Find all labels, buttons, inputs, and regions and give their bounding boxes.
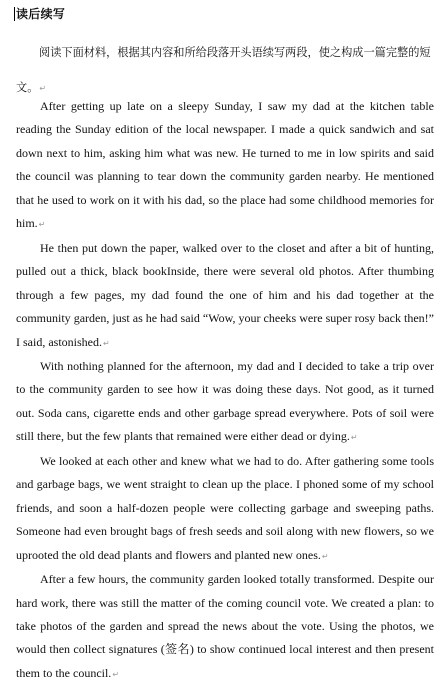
paragraph-mark-icon: ↵: [103, 338, 110, 348]
paragraph-text: With nothing planned for the afternoon, my dad and I decided to take a trip over to the community garden to see how it was doing these days. Not good, as it turned out. Soda cans, cigarette ends and other garbage spread everywhere. Pots of soil were still there, but the few plants that remained were either dead or dying.: [16, 358, 434, 444]
story-paragraph-1: [16, 95, 434, 237]
section-heading-text: 读后续写: [16, 7, 66, 21]
story-paragraph-5: [16, 568, 434, 686]
paragraph-mark-icon: ↵: [112, 669, 120, 679]
paragraph-text: He then put down the paper, walked over to the closet and after a bit of hunting, pulled out a thick, black bookInside, there were several old photos. After thumbing through a few pages, my dad found the one of him and his dad together at the community garden, just as he had said “Wow, your cheeks were super rosy back then!” I said, astonished.: [16, 240, 434, 349]
paragraph-mark-icon: ↵: [321, 551, 329, 561]
paragraph-mark-icon: ↵: [39, 84, 47, 93]
paragraph-mark-icon: ↵: [350, 433, 358, 443]
task-instruction-text: 阅读下面材料，根据其内容和所给段落开头语续写两段，使之构成一篇完整的短文。: [16, 46, 431, 94]
story-paragraph-2: [16, 237, 434, 355]
story-paragraph-3: [16, 355, 434, 450]
story-paragraph-4: [16, 450, 434, 568]
paragraph-mark-icon: ↵: [38, 220, 46, 230]
text-cursor: [14, 7, 15, 21]
section-heading: [16, 6, 65, 22]
paragraph-text: We looked at each other and knew what we had to do. After gathering some tools and garbage bags, we went straight to clean up the place. I phoned some of my school friends, and soon a half-dozen people were collecting garbage and sweeping paths. Someone had even brought bags of fresh seeds and soil along with new flowers, so we uprooted the old dead plants and flowers and planted new ones.: [16, 453, 434, 562]
paragraph-text: After a few hours, the community garden looked totally transformed. Despite our hard work, there was still the matter of the coming council vote. We created a plan: to take photos of the garden and spread the news about the vote. Using the photos, we would then collect signatures (签名) to show continued local interest and then present them to the council.: [16, 572, 434, 680]
paragraph-text: After getting up late on a sleepy Sunday, I saw my dad at the kitchen table reading the Sunday edition of the local newspaper. I made a quick sandwich and sat down next to him, asking him what was new. He turned to me in low spirits and said the council was planning to tear down the community garden nearby. He mentioned that he used to work on it with his dad, so the place had some childhood memories for him.: [16, 99, 434, 231]
story-text: [16, 95, 434, 686]
